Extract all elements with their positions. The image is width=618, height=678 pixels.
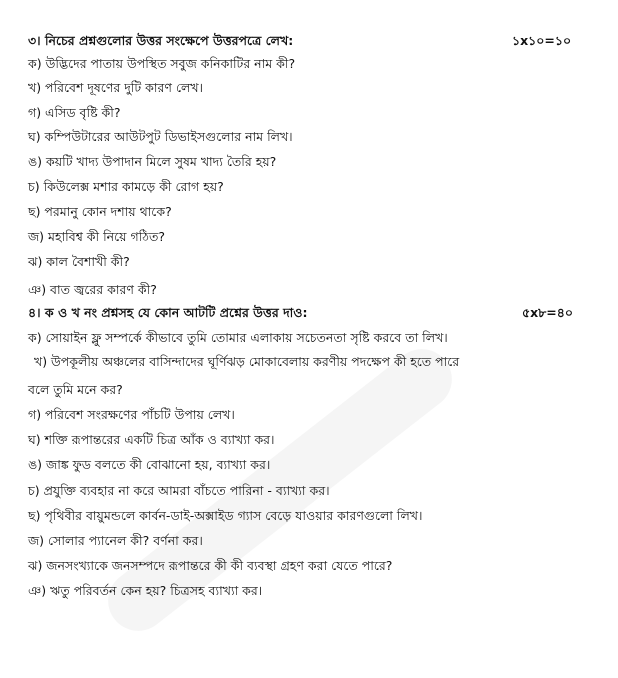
section4-question: জ) সোলার প্যানেল কী? বর্ণনা কর। [28,533,203,548]
section3-marks: ১x১০=১০ [512,33,572,48]
section4-question: ঙ) জাঙ্ক ফুড বলতে কী বোঝানো হয়, ব্যাখ্যা কর। [28,457,271,472]
section4-question: চ) প্রযুক্তি ব্যবহার না করে আমরা বাঁচতে পারিনা - ব্যাখ্যা কর। [28,483,330,498]
section4-question: ক) সোয়াইন ফ্লু সম্পর্কে কীভাবে তুমি তোমার এলাকায় সচেতনতা সৃষ্টি করবে তা লিখ। [28,330,448,345]
section3-question: চ) কিউলেক্স মশার কামড়ে কী রোগ হয়? [28,179,224,194]
section4-question: গ) পরিবেশ সংরক্ষণের পাঁচটি উপায় লেখ। [28,407,235,422]
section4-question: ঞ) ঋতু পরিবর্তন কেন হয়? চিত্রসহ ব্যাখ্যা কর। [28,583,263,598]
section3-question: ঞ) বাত জ্বরের কারণ কী? [28,282,157,297]
section3-heading: ৩। নিচের প্রশ্নগুলোর উত্তর সংক্ষেপে উত্তরপত্রে লেখ: [28,33,294,48]
section4-question-continuation: বলে তুমি মনে কর? [28,382,123,397]
section3-question: জ) মহাবিশ্ব কী নিয়ে গঠিত? [28,229,165,244]
section4-heading: ৪। ক ও খ নং প্রশ্নসহ যে কোন আটটি প্রশ্নের উত্তর দাও: [28,305,308,320]
section4-question: খ) উপকূলীয় অঞ্চলের বাসিন্দাদের ঘূর্ণিঝড় মোকাবেলায় করণীয় পদক্ষেপ কী হতে পারে [34,354,460,369]
section3-question: ঝ) কাল বৈশাখী কী? [28,254,130,269]
section3-question: ছ) পরমানু কোন দশায় থাকে? [28,204,172,219]
section4-question: ঘ) শক্তি রূপান্তরের একটি চিত্র আঁক ও ব্যাখ্যা কর। [28,432,275,447]
section4-question: ছ) পৃথিবীর বায়ুমন্ডলে কার্বন-ডাই-অক্সাইড গ্যাস বেড়ে যাওয়ার কারণগুলো লিখ। [28,508,423,523]
section3-question: ঙ) কয়টি খাদ্য উপাদান মিলে সুষম খাদ্য তৈরি হয়? [28,154,277,169]
section3-question: গ) এসিড বৃষ্টি কী? [28,105,121,120]
section4-question: ঝ) জনসংখ্যাকে জনসম্পদে রূপান্তরে কী কী ব্যবস্থা গ্রহণ করা যেতে পারে? [28,558,393,573]
section3-question: ঘ) কম্পিউটারের আউটপুট ডিভাইসগুলোর নাম লিখ। [28,129,293,144]
section4-marks: ৫x৮=৪০ [522,305,573,320]
section3-question: খ) পরিবেশ দূষণের দুটি কারণ লেখ। [28,80,204,95]
section3-question: ক) উদ্ভিদের পাতায় উপস্থিত সবুজ কনিকাটির নাম কী? [28,56,296,71]
